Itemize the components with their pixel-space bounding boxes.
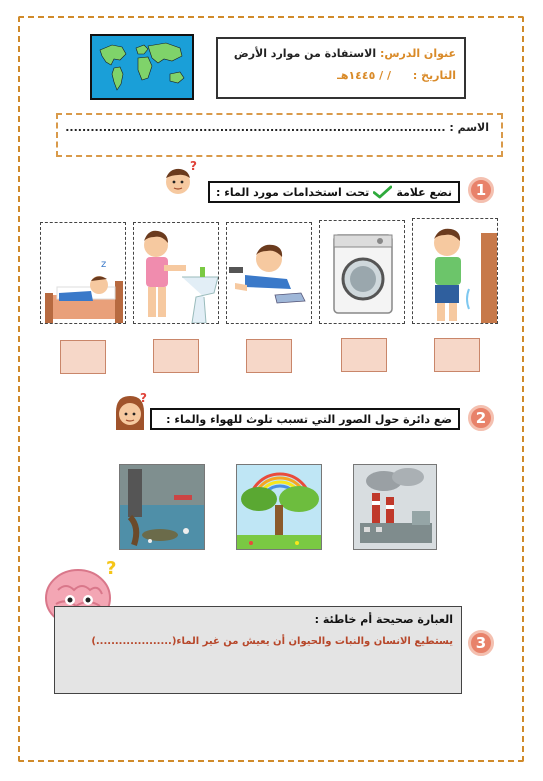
tick-box-1[interactable] xyxy=(60,340,106,374)
washing-machine-image xyxy=(319,220,405,324)
date-value: / / ١٤٤٥هـ xyxy=(337,69,392,82)
washing-face-image xyxy=(412,218,498,324)
q1-text-after: تحت استخدامات مورد الماء : xyxy=(216,185,370,199)
question-2-badge: 2 xyxy=(468,405,494,431)
name-dots: ........................................................................................... xyxy=(65,121,446,134)
factory-smoke-image xyxy=(353,464,437,550)
question-1-badge: 1 xyxy=(468,177,494,203)
thinking-girl-icon xyxy=(110,390,154,436)
q2-text: ضع دائرة حول الصور التي تسبب تلوث للهواء والماء : xyxy=(166,412,452,426)
lesson-header-box xyxy=(216,37,466,99)
water-pollution-image xyxy=(119,464,205,550)
svg-text:?: ? xyxy=(140,391,147,405)
q1-text-before: نضع علامة xyxy=(396,185,452,199)
date-line xyxy=(226,65,456,87)
tick-box-3[interactable] xyxy=(246,339,292,373)
tick-box-2[interactable] xyxy=(153,339,199,373)
question-3-badge: 3 xyxy=(468,630,494,656)
name-label: الاسم : xyxy=(449,121,489,134)
q3-title: العبارة صحيحة أم خاطئة : xyxy=(314,613,453,626)
question-2-box xyxy=(150,408,460,430)
true-false-box xyxy=(54,606,462,694)
question-1-box xyxy=(208,181,460,203)
svg-text:?: ? xyxy=(190,160,197,173)
q3-statement[interactable]: يستطيع الانسان والنبات والحيوان أن يعيش من غير الماء(....................) xyxy=(91,636,453,647)
student-name-box[interactable] xyxy=(56,113,503,157)
svg-text:z: z xyxy=(101,259,107,270)
thinking-boy-icon xyxy=(158,160,202,204)
sleeping-child-image xyxy=(40,222,126,324)
svg-text:?: ? xyxy=(106,558,117,579)
student-name-line xyxy=(65,121,489,134)
tick-box-5[interactable] xyxy=(434,338,480,372)
world-map-icon xyxy=(92,36,192,98)
tick-box-4[interactable] xyxy=(341,338,387,372)
lesson-title-line xyxy=(226,43,456,65)
reading-child-image xyxy=(226,222,312,324)
lesson-title: الاستفادة من موارد الأرض xyxy=(233,47,377,60)
lesson-label: عنوان الدرس: xyxy=(379,47,456,60)
world-map-image xyxy=(90,34,194,100)
green-trees-rainbow-image xyxy=(236,464,322,550)
check-mark-icon xyxy=(373,181,392,203)
date-label: التاريخ : xyxy=(412,69,456,82)
washing-hands-image xyxy=(133,222,219,324)
